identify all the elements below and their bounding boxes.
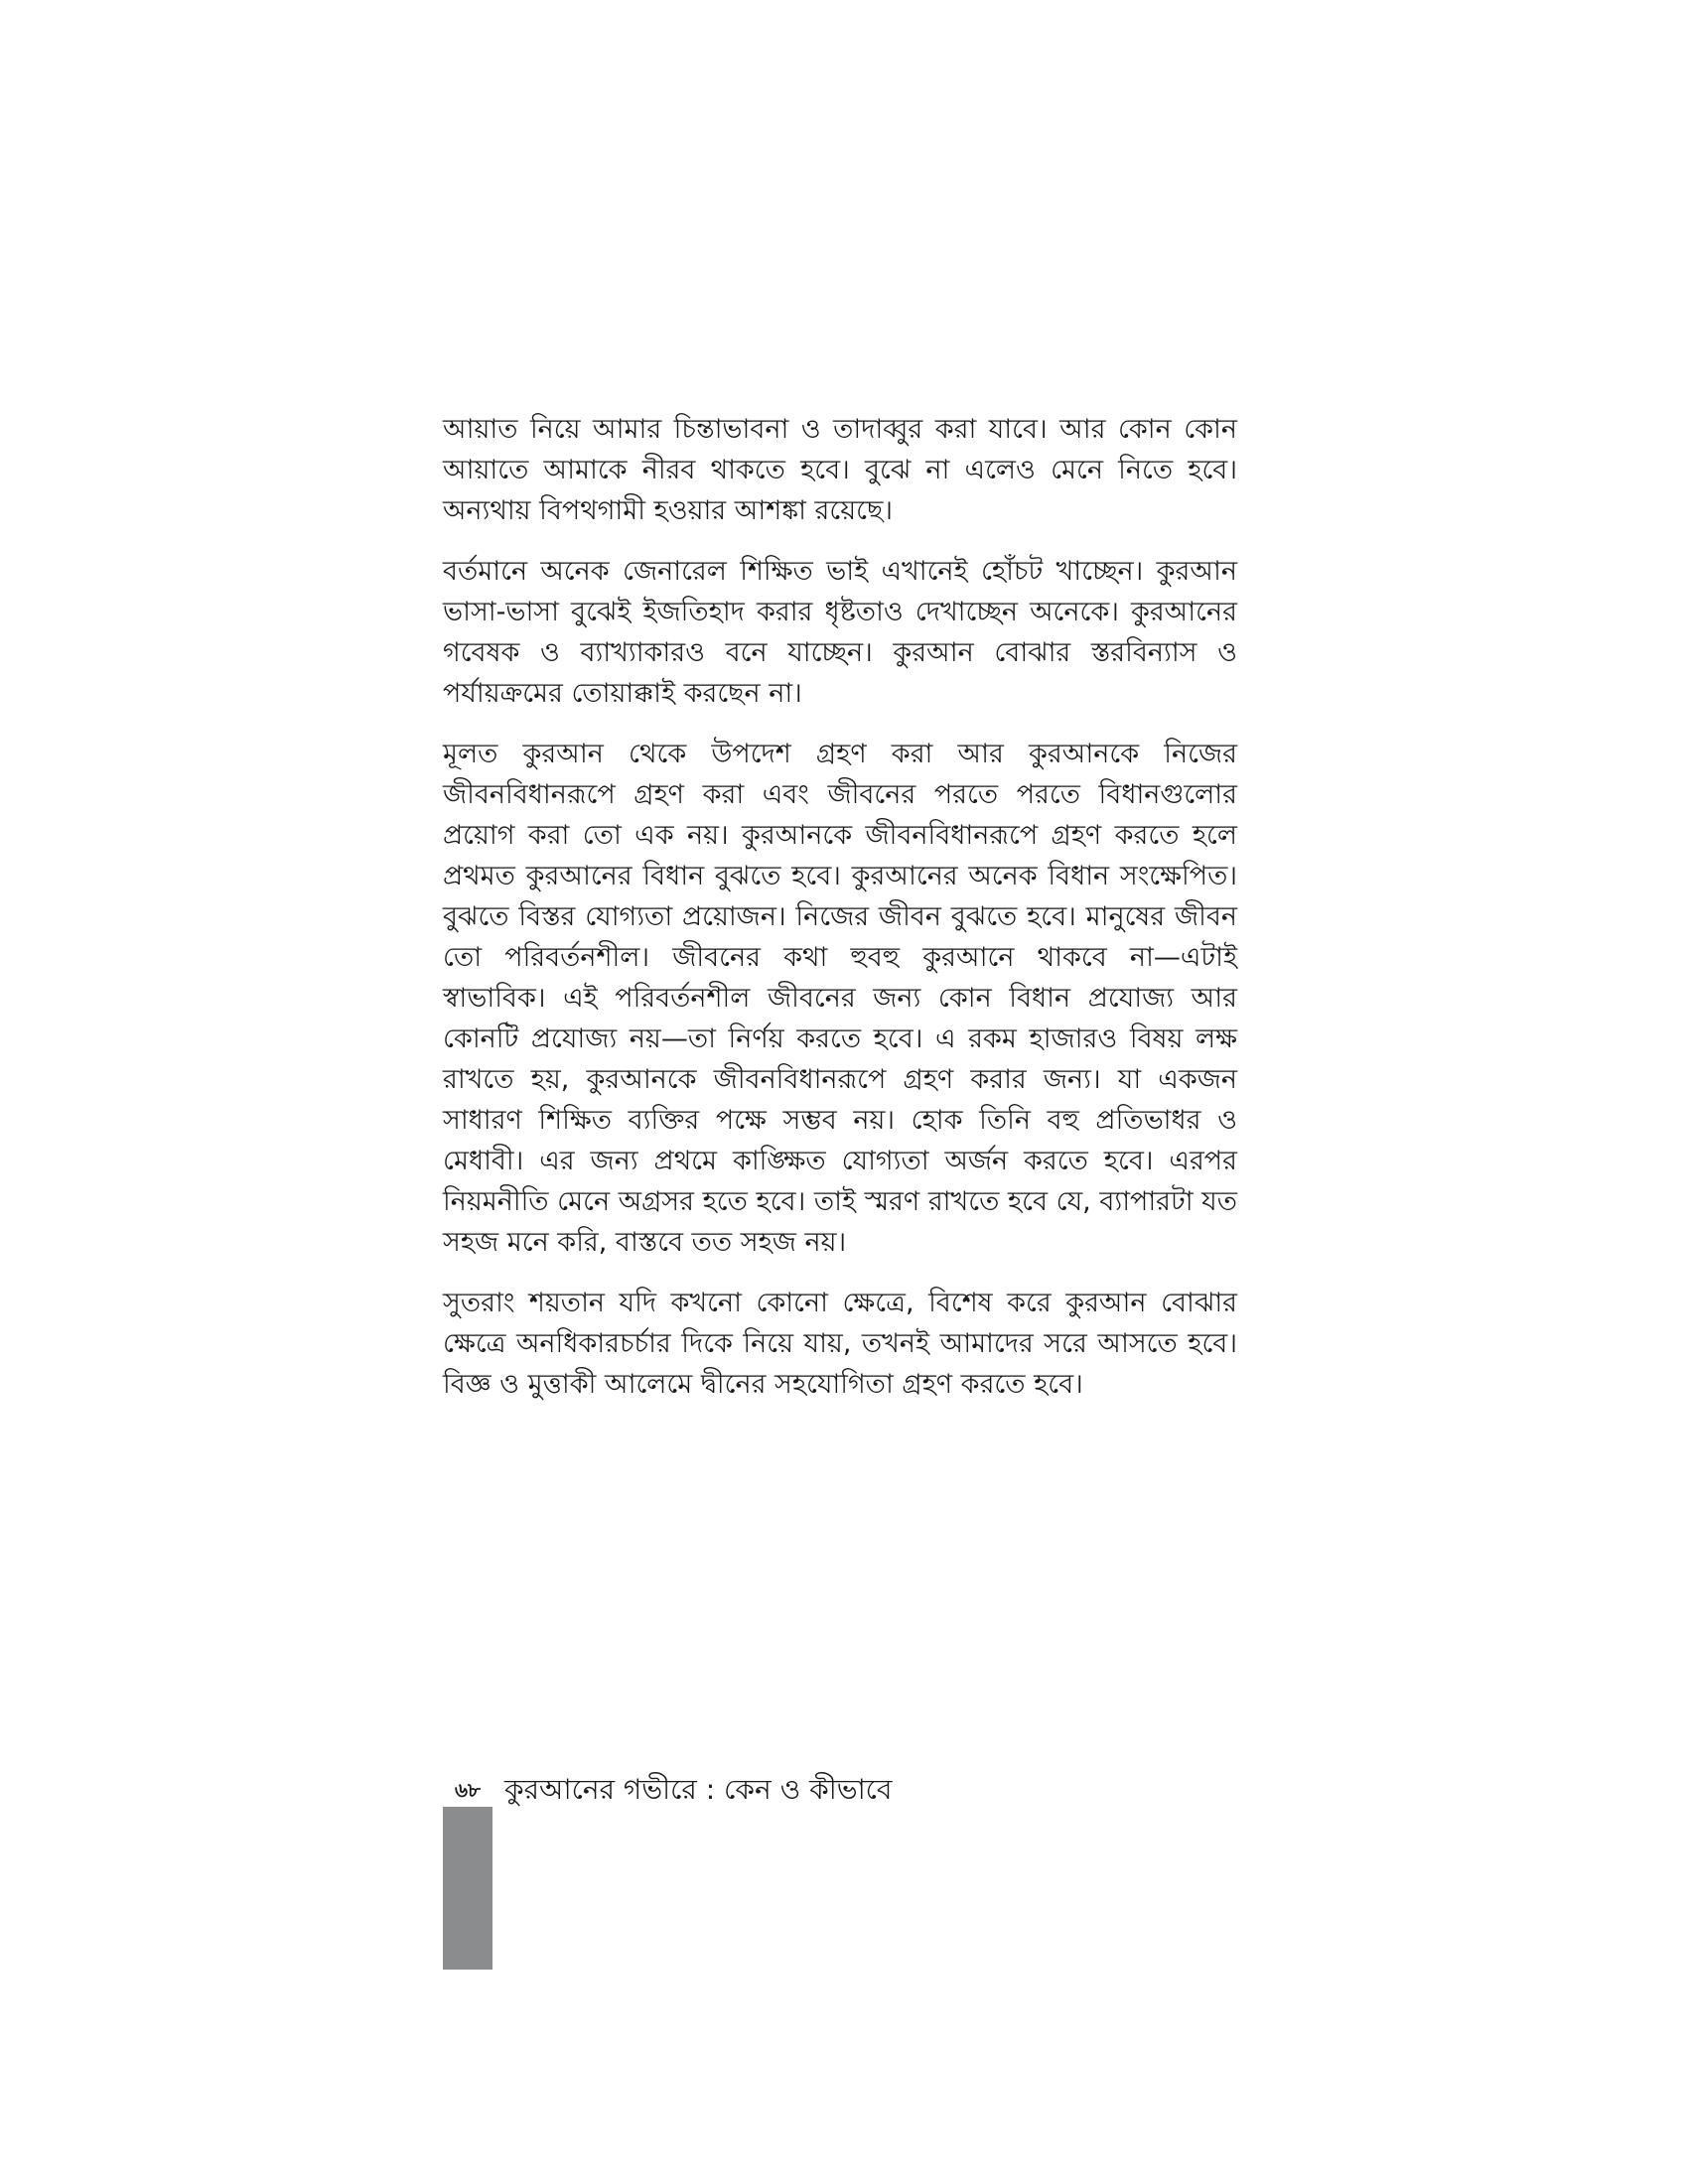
page-body (443, 409, 1237, 1425)
paragraph-2: বর্তমানে অনেক জেনারেল শিক্ষিত ভাই এখানেই হোঁচট খাচ্ছেন। কুরআন ভাসা-ভাসা বুঝেই ইজতিহাদ করার ধৃষ্টতাও দেখাচ্ছেন অনেকে। কুরআনের গবেষক ও ব্যাখ্যাকারও বনে যাচ্ছেন। কুরআন বোঝার স্তরবিন্যাস ও পর্যায়ক্রমের তোয়াক্কাই করছেন না। (443, 556, 1237, 709)
paragraph-1: আয়াত নিয়ে আমার চিন্তাভাবনা ও তাদাব্বুর করা যাবে। আর কোন কোন আয়াতে আমাকে নীরব থাকতে হবে। বুঝে না এলেও মেনে নিতে হবে। অন্যথায় বিপথগামী হওয়ার আশঙ্কা রয়েছে। (443, 414, 1237, 526)
page-footer (443, 1773, 1237, 1813)
paragraph-4: সুতরাং শয়তান যদি কখনো কোনো ক্ষেত্রে, বিশেষ করে কুরআন বোঝার ক্ষেত্রে অনধিকারচর্চার দিকে নিয়ে যায়, তখনই আমাদের সরে আসতে হবে। বিজ্ঞ ও মুত্তাকী আলেমে দ্বীনের সহযোগিতা গ্রহণ করতে হবে। (443, 1288, 1237, 1400)
paragraph-3: মূলত কুরআন থেকে উপদেশ গ্রহণ করা আর কুরআনকে নিজের জীবনবিধানরূপে গ্রহণ করা এবং জীবনের পরতে পরতে বিধানগুলোর প্রয়োগ করা তো এক নয়। কুরআনকে জীবনবিধানরূপে গ্রহণ করতে হলে প্রথমত কুরআনের বিধান বুঝতে হবে। কুরআনের অনেক বিধান সংক্ষেপিত। বুঝতে বিস্তর যোগ্যতা প্রয়োজন। নিজের জীবন বুঝতে হবে। মানুষের জীবন তো পরিবর্তনশীল। জীবনের কথা হুবহু কুরআনে থাকবে না—এটাই স্বাভাবিক। এই পরিবর্তনশীল জীবনের জন্য কোন বিধান প্রযোজ্য আর কোনটি প্রযোজ্য নয়—তা নির্ণয় করতে হবে। এ রকম হাজারও বিষয় লক্ষ রাখতে হয়, কুরআনকে জীবনবিধানরূপে গ্রহণ করার জন্য। যা একজন সাধারণ শিক্ষিত ব্যক্তির পক্ষে সম্ভব নয়। হোক তিনি বহু প্রতিভাধর ও মেধাবী। এর জন্য প্রথমে কাঙ্ক্ষিত যোগ্যতা অর্জন করতে হবে। এরপর নিয়মনীতি মেনে অগ্রসর হতে হবে। তাই স্মরণ রাখতে হবে যে, ব্যাপারটা যত সহজ মনে করি, বাস্তবে তত সহজ নয়। (443, 739, 1237, 1258)
running-title: কুরআনের গভীরে : কেন ও কীভাবে (504, 1773, 893, 1806)
page-number: ৬৮ (443, 1773, 492, 1807)
